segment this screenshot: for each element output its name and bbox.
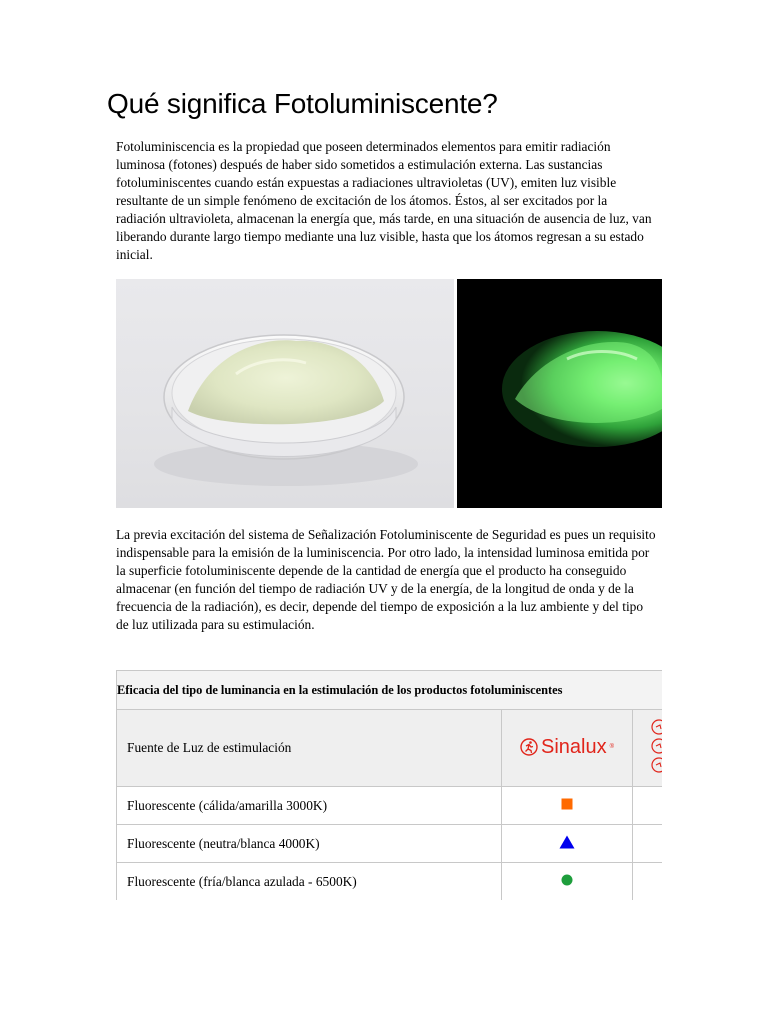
registered-mark: ® [609,744,615,751]
sinalux-logo [502,710,633,787]
second-paragraph: La previa excitación del sistema de Señalización Fotoluminiscente de Seguridad es pues un requisito indispensable para la emisión de la luminiscencia. Por otro lado, la intensidad luminosa emitida por la superficie fotoluminiscente depende de la cantidad de energía que el producto ha conseguido almacenar (en función del tiempo de radiación UV y de la energía, de la longitud de onda y de la frecuencia de la radiación), es decir, depende del tiempo de exposición a la luz ambiente y del tipo de luz utilizada para su estimulación. [116,527,656,632]
green-circle-icon [561,874,573,886]
intro-paragraph: Fotoluminiscencia es la propiedad que poseen determinados elementos para emitir radiación luminosa (fotones) después de haber sido sometidos a estimulación externa. Las sustancias fotoluminiscentes cuando están expuestas a radiaciones ultravioletas (UV), emiten luz visible resultante de un simple fenómeno de excitación de los átomos. Éstos, al ser excitados por la radiación ultravioleta, almacenan la energía que, más tarde, en una situación de ausencia de luz, van liberando durante largo tiempo mediante una luz visible, hasta que los átomos regresan a su estado inicial. [116,139,652,262]
table-row [117,863,663,901]
table-row [117,825,663,863]
source-label: Fuente de Luz de estimulación [117,710,502,787]
table-row [117,787,663,825]
runner-icon-stack [651,717,662,775]
photo-pair [116,279,662,508]
second-brand-icons [633,710,663,787]
row-label: Fluorescente (cálida/amarilla 3000K) [117,787,502,825]
row-label: Fluorescente (neutra/blanca 4000K) [117,825,502,863]
blue-triangle-icon [559,835,575,849]
page-title: Qué significa Fotoluminiscente? [107,88,498,119]
orange-square-icon [561,798,573,810]
row-label: Fluorescente (fría/blanca azulada - 6500K) [117,863,502,901]
table-heading: Eficacia del tipo de luminancia en la estimulación de los productos fotoluminiscentes [117,671,663,710]
brand-name: Sinalux [540,735,607,758]
powder-glowing-green-photo [457,279,662,508]
powder-in-daylight-photo [116,279,454,508]
runner-icon [520,738,538,756]
efficacy-table [116,670,662,900]
